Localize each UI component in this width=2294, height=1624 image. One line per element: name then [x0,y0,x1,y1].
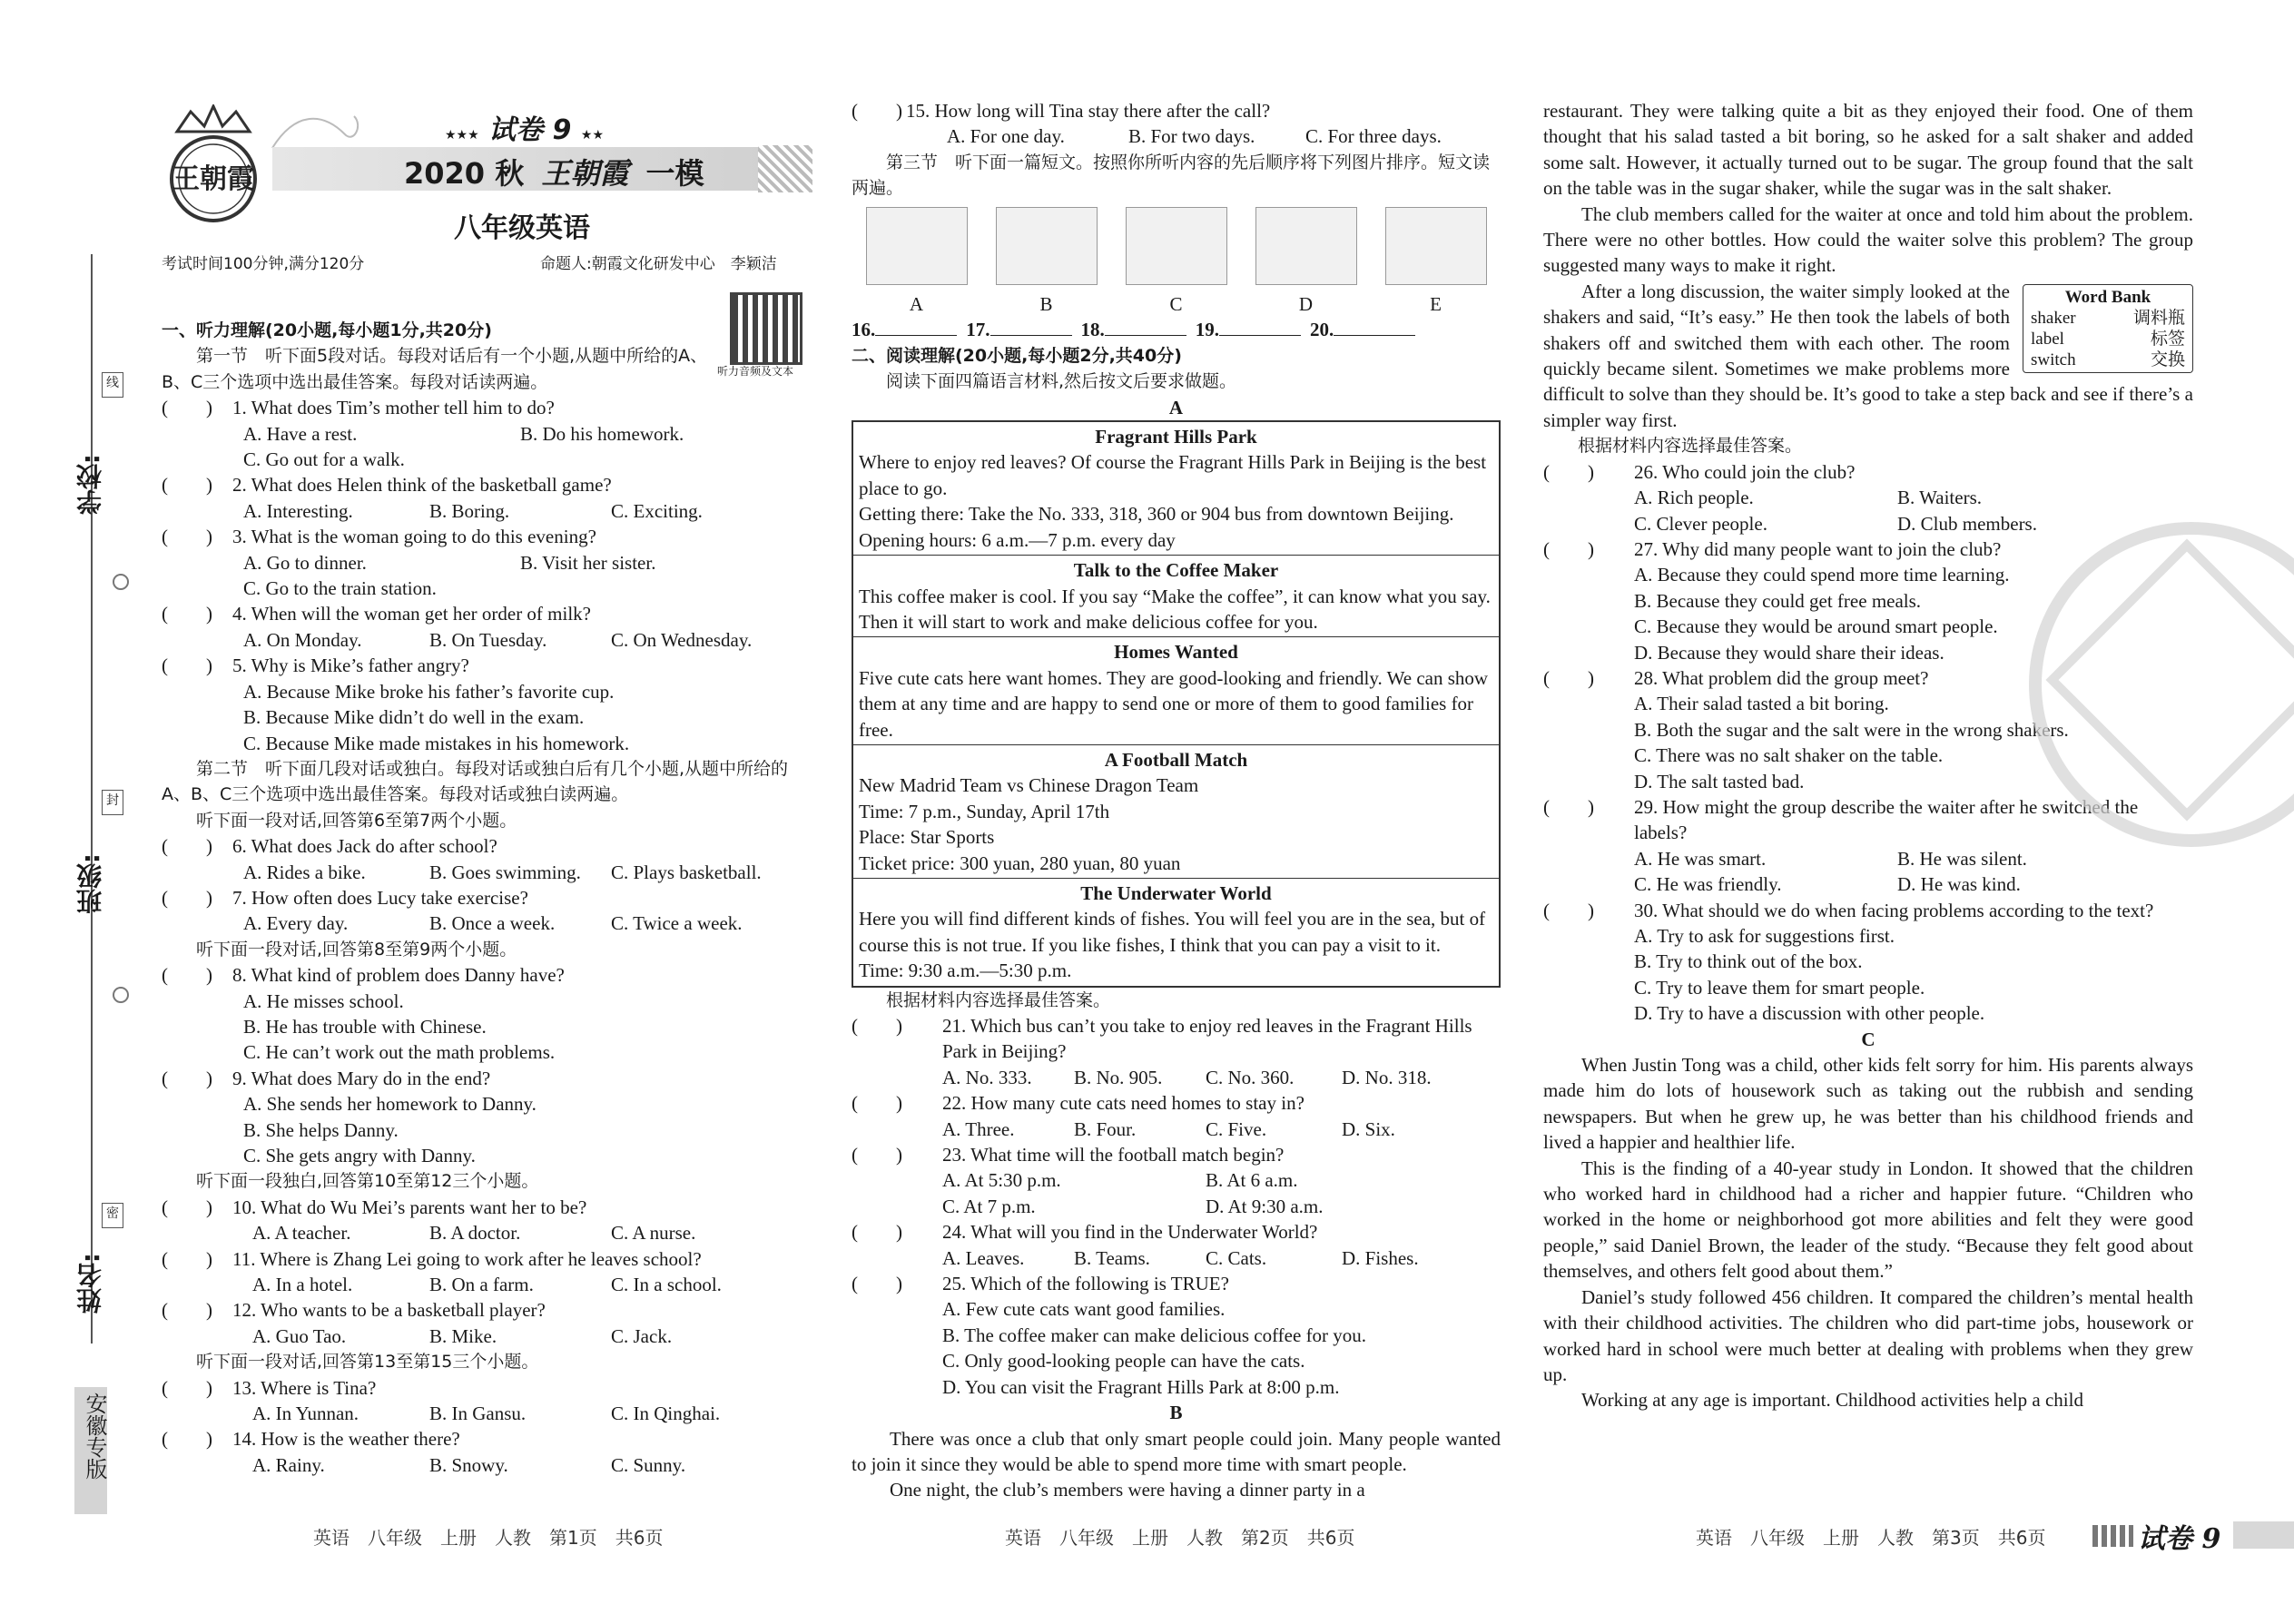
passage-b-para1: There was once a club that only smart people could join. Many people wanted to join it since they would be able to spend more time with smart people. [852,1427,1501,1475]
answer-bracket[interactable]: ( ) [852,100,902,122]
answer-options [162,860,811,885]
question-30 [1543,898,2193,923]
option-text: A. Guo Tao. [252,1324,347,1347]
answer-options: B. The coffee maker can make delicious coffee for you. [942,1324,1367,1346]
option-text: 30. What should we do when facing problems according to the text? [1634,899,2154,921]
answer-options [1543,485,2193,510]
answer-bracket[interactable]: ( ) [1543,537,1594,560]
paper-label [445,107,604,147]
question-5 [162,653,811,678]
option-text: B. Mike. [429,1324,497,1347]
answer-blank-18[interactable] [1105,335,1186,336]
option-text: B. On Tuesday. [429,628,547,651]
option-text: 25. Which of the following is TRUE? [942,1273,1229,1295]
passage-b-instruction: 根据材料内容选择最佳答案。 [1578,436,1803,457]
answer-options: A. Few cute cats want good families. [942,1298,1226,1321]
answer-options: A. Try to ask for suggestions first. [1634,925,1895,947]
answer-bracket[interactable]: ( ) [162,886,212,909]
answer-options: B. Both the sugar and the salt were in the wrong shakers. [1634,718,2069,741]
answer-options [852,123,1501,149]
section1-intro: 第一节 听下面5段对话。每段对话后有一个小题,从题中所给的A、B、C三个选项中选出最佳答案。每段对话读两遍。 [162,346,708,392]
brand-name: 王朝霞 [541,156,629,191]
option-text: 24. What will you find in the Underwater World? [942,1221,1318,1244]
option-text: A. Go to dinner. [243,551,367,574]
option-text: C. No. 360. [1206,1066,1295,1088]
option-text: 22. How many cute cats need homes to stay in? [942,1092,1305,1115]
option-text: A. He was smart. [1634,847,1767,870]
question-10 [162,1195,811,1220]
question-28 [1543,665,2193,691]
option-text: 7. How often does Lucy take exercise? [232,886,528,909]
option-text: B. Do his homework. [520,422,684,445]
column-2 [852,98,1501,1503]
option-text: 14. How is the weather there? [232,1428,460,1451]
option-text: B. Goes swimming. [429,861,581,883]
option-text: A. No. 333. [942,1066,1032,1088]
passage-c-para2: This is the finding of a 40-year study in London. It showed that the children who worked hard in childhood had a richer and happier future. “Children who worked in the home or neighborhood got more abilities and felt they were good people,” said Daniel Brown, the leader of the study. “Because they felt good about themselves, and others felt good about them.” [1543,1156,2193,1283]
star-icon: ★★ [580,128,604,143]
footer-page-3: 英语 八年级 上册 人教 第3页 共6页 [1696,1527,2046,1549]
option-text: B. At 6 a.m. [1206,1169,1298,1192]
option-text: D. At 9:30 a.m. [1206,1195,1324,1217]
answer-options [162,910,811,936]
option-text: A. Rich people. [1634,487,1754,509]
picture-d-image [1255,207,1357,285]
question-7 [162,885,811,910]
question-25 [852,1271,1501,1296]
answer-options [162,627,811,653]
passage-a-label: A [1168,396,1184,418]
part2-title: 二、阅读理解(20小题,每小题2分,共40分) [852,345,1182,366]
option-text: 28. What problem did the group meet? [1634,666,1929,689]
option-text: D. Club members. [1897,512,2037,535]
answer-bracket[interactable]: ( ) [162,964,212,987]
option-text: C. On Wednesday. [611,628,753,651]
question-23 [852,1142,1501,1167]
answer-options [162,1452,811,1478]
question-6 [162,833,811,859]
option-text: A. Every day. [243,912,349,935]
answer-options: D. Because they would share their ideas. [1634,641,1944,664]
option-text: C. In Qinghai. [611,1403,721,1425]
option-text: 15. How long will Tina stay there after the call? [906,100,1271,122]
seal-mark-seal: 封 [102,790,123,815]
answer-bracket[interactable]: ( ) [162,1428,212,1451]
footer-paper-label: 试卷 9 [2138,1523,2221,1555]
answer-options: C. Try to leave them for smart people. [1634,976,1925,999]
question-2 [162,472,811,497]
brand-logo [159,104,268,222]
answer-options: D. You can visit the Fragrant Hills Park at 8:00 p.m. [942,1375,1340,1398]
word-bank: Word Bank shaker 调料瓶 label 标签 switch 交换 [2023,284,2193,373]
answer-bracket[interactable]: ( ) [162,474,212,497]
question-13 [162,1375,811,1401]
answer-options [162,421,811,447]
section2-sub-a: 听下面一段对话,回答第6至第7两个小题。 [196,810,517,831]
answer-bracket[interactable]: ( ) [162,1299,212,1322]
answer-bracket[interactable]: ( ) [162,397,212,419]
answer-bracket[interactable]: ( ) [1543,460,1594,483]
answer-options [162,1324,811,1349]
answer-options [852,1065,1501,1090]
answer-options: C. Because they would be around smart people. [1634,615,1998,638]
subject-title: 八年级英语 [454,212,590,244]
answer-bracket[interactable]: ( ) [162,655,212,677]
answer-bracket[interactable]: ( ) [162,1067,212,1089]
option-text: A. Rainy. [252,1453,325,1476]
picture-b-image [996,207,1098,285]
passage-a-table: Fragrant Hills Park Where to enjoy red leaves? Of course the Fragrant Hills Park in Beijing is the best place to go. Getting there: Take the No. 333, 318, 360 or 904 bus from downtown Beijing. Opening hours: 6 a.m.—7 p.m. every day Talk to the Coffee Maker This coffee maker is cool. If you say “Make the coffee”, it can know what you say. Then it will start to work and make delicious coffee for you. Homes Wanted Five cute cats here want homes. They are good-looking and friendly. We can show them at any time and are happy to send one or more of them to good families for free. A Football Match New Madrid Team vs Chinese Dragon Team Time: 7 p.m., Sunday, April 17th Place: Star Sports Ticket price: 300 yuan, 280 yuan, 80 yuan The Underwater World Here you will find different kinds of fishes. You will feel you are in the sea, but of course this is not true. If you like fishes, I think that you can pay a visit to it. Time: 9:30 a.m.—5:30 p.m. [852,420,1501,988]
option-text: B. In Gansu. [429,1403,527,1425]
option-text: D. He was kind. [1897,873,2021,896]
picture-row: A B C D E [852,207,1501,318]
option-text: 6. What does Jack do after school? [232,835,497,858]
question-1 [162,395,811,420]
footer-page-2: 英语 八年级 上册 人教 第2页 共6页 [1005,1527,1355,1549]
option-text: C. Jack. [611,1324,673,1347]
option-text: C. Sunny. [611,1453,686,1476]
option-text: 8. What kind of problem does Danny have? [232,964,565,987]
option-text: A. In Yunnan. [252,1403,359,1425]
answer-options: B. She helps Danny. [243,1118,399,1141]
column-1 [162,318,811,1478]
option-text: C. Cats. [1206,1246,1267,1269]
option-text: B. A doctor. [429,1222,521,1245]
edition-badge [74,1387,107,1514]
passage-b-para3: The club members called for the waiter at once and told him about the problem. There were no other bottles. How could the waiter solve this problem? The group suggested many ways to make it right. [1543,202,2193,277]
answer-options [162,1401,811,1426]
question-26 [1543,459,2193,485]
answer-options [852,1194,1501,1219]
answer-bracket[interactable]: ( ) [1543,666,1594,689]
option-text: B. On a farm. [429,1274,534,1296]
passage-b-para2: One night, the club’s members were having a dinner party in a [890,1479,1365,1501]
option-text: B. Visit her sister. [520,551,656,574]
option-text: 26. Who could join the club? [1634,460,1856,483]
option-text: B. Boring. [429,499,510,522]
question-12 [162,1297,811,1323]
binding-hole-icon [113,987,129,1003]
title-prefix: 2020 秋 [404,156,525,191]
answer-options: A. She sends her homework to Danny. [243,1093,537,1116]
part2-intro: 阅读下面四篇语言材料,然后按文后要求做题。 [886,371,1237,392]
option-text: 4. When will the woman get her order of milk? [232,603,592,625]
answer-options [162,1220,811,1245]
option-text: C. For three days. [1305,125,1442,148]
answer-options: C. Go to the train station. [243,577,437,600]
answer-blank-16[interactable] [875,335,957,336]
option-text: A. Rides a bike. [243,861,366,883]
answer-options [852,1245,1501,1271]
option-text: D. No. 318. [1342,1066,1432,1088]
picture-a-image [866,207,968,285]
option-text: C. At 7 p.m. [942,1195,1036,1217]
answer-options: C. Because Mike made mistakes in his homework. [243,732,630,754]
answer-blanks: 16. 17. 18. 19. 20. [852,317,1501,342]
option-text: C. A nurse. [611,1222,696,1245]
option-text: C. In a school. [611,1274,722,1296]
question-29 [1543,794,2193,846]
answer-blank-17[interactable] [990,335,1072,336]
answer-options: C. She gets angry with Danny. [243,1145,476,1166]
answer-bracket[interactable]: ( ) [162,1247,212,1270]
answer-bracket[interactable]: ( ) [852,1092,902,1115]
option-text: C. Five. [1206,1117,1267,1140]
question-3 [162,524,811,549]
question-11 [162,1246,811,1272]
option-text: A. In a hotel. [252,1274,353,1296]
answer-options [1543,846,2193,871]
answer-bracket[interactable]: ( ) [162,1376,212,1399]
passage-b-para4: After a long discussion, the waiter simply looked at the shakers and said, “It’s easy.” He then took the labels of both shakers off and switched them with each other. The room quickly became silent. Sometimes we make problems more difficult to solve than they should be. It’s good to take a step back and see if there’s a simpler way first. [1543,280,2193,431]
option-text: A. Interesting. [243,499,353,522]
school-label: 学校: [75,454,105,516]
option-text: B. No. 905. [1074,1066,1163,1088]
picture-e-image [1385,207,1487,285]
option-text: B. Four. [1074,1117,1137,1140]
passage-b-para2-cont: restaurant. They were talking quite a bit as they enjoyed their food. One of them thought that his salad tasted a bit boring, so he asked for a salt shaker and added some salt. However, it actually turned out to be sugar. The group found that the salt on the table was in the sugar shaker, while the sugar was in the salt shaker. [1543,100,2193,200]
option-text: 21. Which bus can’t you take to enjoy red leaves in the Fragrant Hills Park in Beijing? [942,1015,1472,1063]
option-text: B. Waiters. [1897,487,1982,509]
answer-options: A. Their salad tasted a bit boring. [1634,693,1889,715]
question-4 [162,601,811,626]
seal-mark-line: 线 [102,372,123,398]
answer-options: B. He has trouble with Chinese. [243,1015,487,1038]
banner-pattern [758,145,812,192]
binding-hole-icon [113,574,129,590]
exam-info: 考试时间100分钟,满分120分 [162,255,365,273]
option-text: B. Snowy. [429,1453,508,1476]
option-text: 2. What does Helen think of the basketball game? [232,474,612,497]
answer-blank-19[interactable] [1219,335,1301,336]
question-27 [1543,536,2193,562]
column-3 [1543,98,2193,1413]
option-text: 13. Where is Tina? [232,1376,377,1399]
section2-sub-c: 听下面一段独白,回答第10至第12三个小题。 [196,1171,539,1192]
answer-options [1543,511,2193,536]
footer-page-1: 英语 八年级 上册 人教 第1页 共6页 [313,1527,664,1549]
answer-options: B. Try to think out of the box. [1634,950,1863,973]
option-text: 3. What is the woman going to do this evening? [232,526,596,548]
answer-options [852,1167,1501,1193]
passage-c-label: C [1861,1028,1876,1050]
option-text: A. Leaves. [942,1246,1025,1269]
option-text: A. Three. [942,1117,1015,1140]
seal-mark-secret: 密 [102,1203,123,1228]
answer-options [852,1117,1501,1142]
answer-options: C. Only good-looking people can have the cats. [942,1350,1305,1373]
picture-c-image [1126,207,1227,285]
answer-options: A. He misses school. [243,989,404,1012]
passage-a-instruction: 根据材料内容选择最佳答案。 [886,989,1111,1010]
answer-bracket[interactable]: ( ) [162,1196,212,1218]
question-8 [162,962,811,988]
answer-bracket[interactable]: ( ) [1543,795,1594,818]
option-text: 27. Why did many people want to join the club? [1634,537,2002,560]
question-22 [852,1090,1501,1116]
option-text: A. On Monday. [243,628,362,651]
passage-c-para4: Working at any age is important. Childhood activities help a child [1581,1389,2083,1412]
option-text: A. A teacher. [252,1222,351,1245]
answer-bracket[interactable]: ( ) [852,1144,902,1166]
option-text: 9. What does Mary do in the end? [232,1067,491,1089]
option-text: 12. Who wants to be a basketball player? [232,1299,546,1322]
section2-intro: 第二节 听下面几段对话或独白。每段对话或独白后有几个小题,从题中所给的A、B、C三个选项中选出最佳答案。每段对话或独白读两遍。 [162,758,789,805]
option-text: A. At 5:30 p.m. [942,1169,1061,1192]
passage-c-para3: Daniel’s study followed 456 children. It compared the children’s mental health with their childhood activities. The children who did part-time jobs, housework or worked hard in school were much better at dealing with problems when they grew up. [1543,1285,2193,1385]
answer-options: B. Because Mike didn’t do well in the exam. [243,706,585,729]
question-21 [852,1013,1501,1065]
option-text: 5. Why is Mike’s father angry? [232,655,469,677]
answer-bracket[interactable]: ( ) [162,526,212,548]
answer-options: A. Because Mike broke his father’s favorite cup. [243,680,615,703]
option-text: A. Have a rest. [243,422,358,445]
paper-label-text: 试卷 9 [488,114,572,146]
section3-intro: 第三节 听下面一篇短文。按照你所听内容的先后顺序将下列图片排序。短文读两遍。 [852,152,1491,199]
answer-options [1543,871,2193,897]
answer-bracket[interactable]: ( ) [852,1273,902,1295]
question-15 [852,98,1501,123]
option-text: C. He was friendly. [1634,873,1782,896]
svg-text:王朝霞: 王朝霞 [172,163,254,195]
answer-bracket[interactable]: ( ) [162,835,212,858]
answer-options: D. Try to have a discussion with other people. [1634,1002,1985,1025]
option-text: D. Fishes. [1342,1246,1419,1269]
answer-options: A. Because they could spend more time learning. [1634,564,2010,586]
option-text: C. Clever people. [1634,512,1767,535]
answer-bracket[interactable]: ( ) [852,1015,902,1037]
option-text: B. Once a week. [429,912,556,935]
title-suffix: 一模 [645,156,704,191]
option-text: C. Exciting. [611,499,703,522]
answer-options [162,1272,811,1297]
school-field[interactable] [91,263,93,427]
option-text: 10. What do Wu Mei’s parents want her to be? [232,1196,587,1218]
footer-pattern [2092,1525,2133,1547]
name-label: 姓名: [75,1253,105,1314]
question-14 [162,1426,811,1452]
class-label: 班级: [75,853,105,915]
answer-options [162,550,811,576]
answer-blank-20[interactable] [1334,335,1415,336]
edition-text: 安徽专版 [82,1393,107,1480]
option-text: B. For two days. [1128,125,1255,148]
option-text: B. Teams. [1074,1246,1150,1269]
footer-bar [2233,1521,2294,1549]
option-text: 29. How might the group describe the waiter after he switched the labels? [1634,795,2139,844]
answer-bracket[interactable]: ( ) [852,1221,902,1244]
option-text: 1. What does Tim’s mother tell him to do? [232,397,555,419]
answer-options: C. He can’t work out the math problems. [243,1041,556,1064]
option-text: C. Twice a week. [611,912,743,935]
option-text: B. He was silent. [1897,847,2027,870]
exam-title [404,151,704,192]
option-text: C. Plays basketball. [611,861,762,883]
option-text: 11. Where is Zhang Lei going to work after he leaves school? [232,1247,702,1270]
part1-title: 一、听力理解(20小题,每小题1分,共20分) [162,320,492,340]
answer-bracket[interactable]: ( ) [1543,899,1594,921]
passage-b-label: B [1169,1402,1183,1424]
answer-bracket[interactable]: ( ) [162,603,212,625]
option-text: A. For one day. [947,125,1065,148]
option-text: D. Six. [1342,1117,1395,1140]
answer-options: C. There was no salt shaker on the table. [1634,744,1944,767]
qr-caption: 听力音频及文本 [717,365,794,378]
author: 命题人:朝霞文化研发中心 李颖洁 [540,255,777,273]
question-9 [162,1066,811,1091]
answer-options [162,498,811,524]
star-icon: ★★★ [445,128,479,143]
passage-c-para1: When Justin Tong was a child, other kids felt sorry for him. His parents always made him do lots of housework such as taking out the rubbish and sending newspapers. But when he grew up, he was better than his childhood friends and lived a happier and healthier life. [1543,1054,2193,1154]
section2-sub-d: 听下面一段对话,回答第13至第15三个小题。 [196,1352,539,1373]
answer-options: B. Because they could get free meals. [1634,589,1922,612]
section2-sub-b: 听下面一段对话,回答第8至第9两个小题。 [196,939,517,960]
option-text: 23. What time will the football match begin? [942,1144,1285,1166]
answer-options: C. Go out for a walk. [243,448,405,471]
answer-options: D. The salt tasted bad. [1634,770,1805,792]
question-24 [852,1219,1501,1245]
